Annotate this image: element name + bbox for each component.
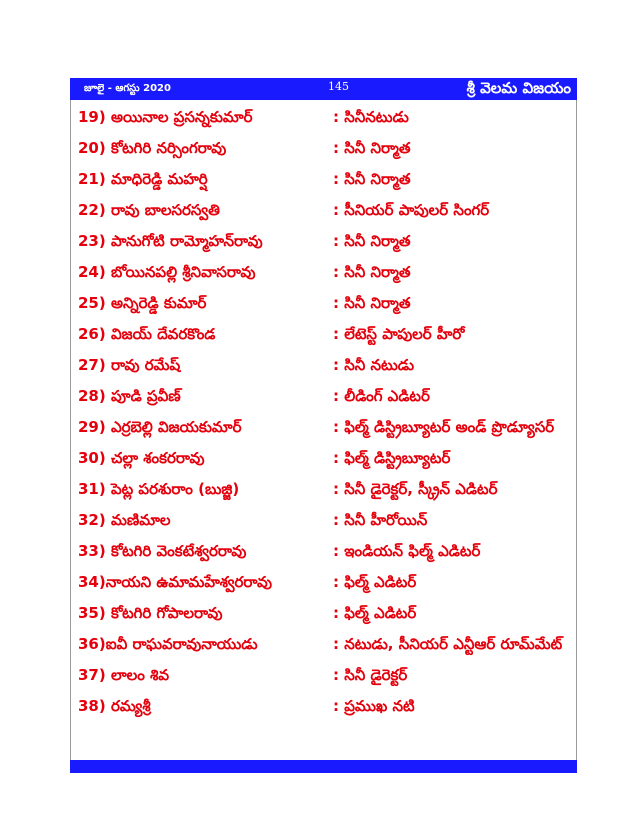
list-item — [78, 600, 573, 631]
person-role: : ఫిల్మ్ డిస్ట్రిబ్యూటర్ అండ్ ప్రొడ్యూసర్ — [333, 418, 555, 436]
list-item — [78, 383, 573, 414]
person-name: 23) పానుగోటి రామ్మోహన్‌రావు — [78, 232, 263, 250]
list-item — [78, 414, 573, 445]
list-item — [78, 352, 573, 383]
person-name: 21) మాధిరెడ్డి మహర్షి — [78, 170, 208, 188]
person-role: : సినీనటుడు — [333, 108, 409, 126]
person-name: 36)ఐవీ రాఘవరావునాయుడు — [78, 635, 258, 653]
person-role: : నటుడు, సీనియర్ ఎన్టీఆర్ రూమ్‌మేట్ — [333, 635, 563, 653]
person-role: : సినీ నిర్మాత — [333, 232, 411, 250]
person-name: 20) కోటగిరి నర్సింగరావు — [78, 139, 227, 157]
person-role: : సినీ నిర్మాత — [333, 170, 411, 188]
person-role: : సీనియర్ పాపులర్ సింగర్ — [333, 201, 490, 219]
list-item — [78, 445, 573, 476]
person-role: : లీడింగ్ ఎడిటర్ — [333, 387, 430, 405]
list-item — [78, 569, 573, 600]
list-item — [78, 197, 573, 228]
page-number: 145 — [328, 80, 349, 93]
person-role: : లేటెస్ట్ పాపులర్ హీరో — [333, 325, 465, 343]
person-name: 30) చల్లా శంకరరావు — [78, 449, 205, 467]
person-role: : ఫిల్మ్ ఎడిటర్ — [333, 604, 417, 622]
person-role: : ఫిల్మ్ ఎడిటర్ — [333, 573, 417, 591]
person-role: : ప్రముఖ నటి — [333, 697, 415, 715]
person-name: 38) రమ్యశ్రీ — [78, 697, 151, 715]
person-name: 27) రావు రమేష్ — [78, 356, 181, 374]
list-item — [78, 135, 573, 166]
page-footer-bar — [70, 760, 577, 773]
person-name: 22) రావు బాలసరస్వతి — [78, 201, 220, 219]
person-name: 19) అయినాల ప్రసన్నకుమార్ — [78, 108, 253, 126]
list-item — [78, 321, 573, 352]
person-role: : సినీ నిర్మాత — [333, 294, 411, 312]
magazine-title: శ్రీ వెలమ విజయం — [466, 79, 571, 97]
person-name: 29) ఎర్రబెల్లి విజయకుమార్ — [78, 418, 242, 436]
issue-date: జూలై - ఆగస్టు 2020 — [84, 83, 171, 94]
person-name: 26) విజయ్ దేవరకొండ — [78, 325, 216, 343]
person-name: 34)నాయని ఉమామహేశ్వరరావు — [78, 573, 272, 591]
person-role: : సినీ డైరెక్టర్, స్క్రీన్ ఎడిటర్ — [333, 480, 498, 498]
person-role: : సినీ నిర్మాత — [333, 263, 411, 281]
person-name: 35) కోటగిరి గోపాలరావు — [78, 604, 223, 622]
person-role: : ఇండియన్ ఫిల్మ్ ఎడిటర్ — [333, 542, 481, 560]
person-name: 28) పూడి ప్రవీణ్ — [78, 387, 181, 405]
name-list — [78, 104, 573, 724]
person-role: : ఫిల్మ్ డిస్ట్రిబ్యూటర్ — [333, 449, 451, 467]
list-item — [78, 476, 573, 507]
person-name: 37) లాలం శివ — [78, 666, 170, 684]
person-name: 32) మణిమాల — [78, 511, 171, 529]
person-name: 31) పెట్ల పరశురాం (బుజ్జి) — [78, 480, 240, 498]
person-role: : సినీ హీరోయిన్ — [333, 511, 428, 529]
list-item — [78, 538, 573, 569]
list-item — [78, 662, 573, 693]
person-name: 33) కోటగిరి వెంకటేశ్వరరావు — [78, 542, 247, 560]
person-role: : సినీ నిర్మాత — [333, 139, 411, 157]
list-item — [78, 631, 573, 662]
list-item — [78, 507, 573, 538]
person-name: 24) బోయినపల్లి శ్రీనివాసరావు — [78, 263, 256, 281]
person-role: : సినీ నటుడు — [333, 356, 415, 374]
page-header — [70, 78, 577, 100]
list-item — [78, 693, 573, 724]
person-name: 25) అన్నిరెడ్డి కుమార్ — [78, 294, 207, 312]
list-item — [78, 166, 573, 197]
person-role: : సినీ డైరెక్టర్ — [333, 666, 408, 684]
list-item — [78, 290, 573, 321]
list-item — [78, 104, 573, 135]
list-item — [78, 259, 573, 290]
list-item — [78, 228, 573, 259]
